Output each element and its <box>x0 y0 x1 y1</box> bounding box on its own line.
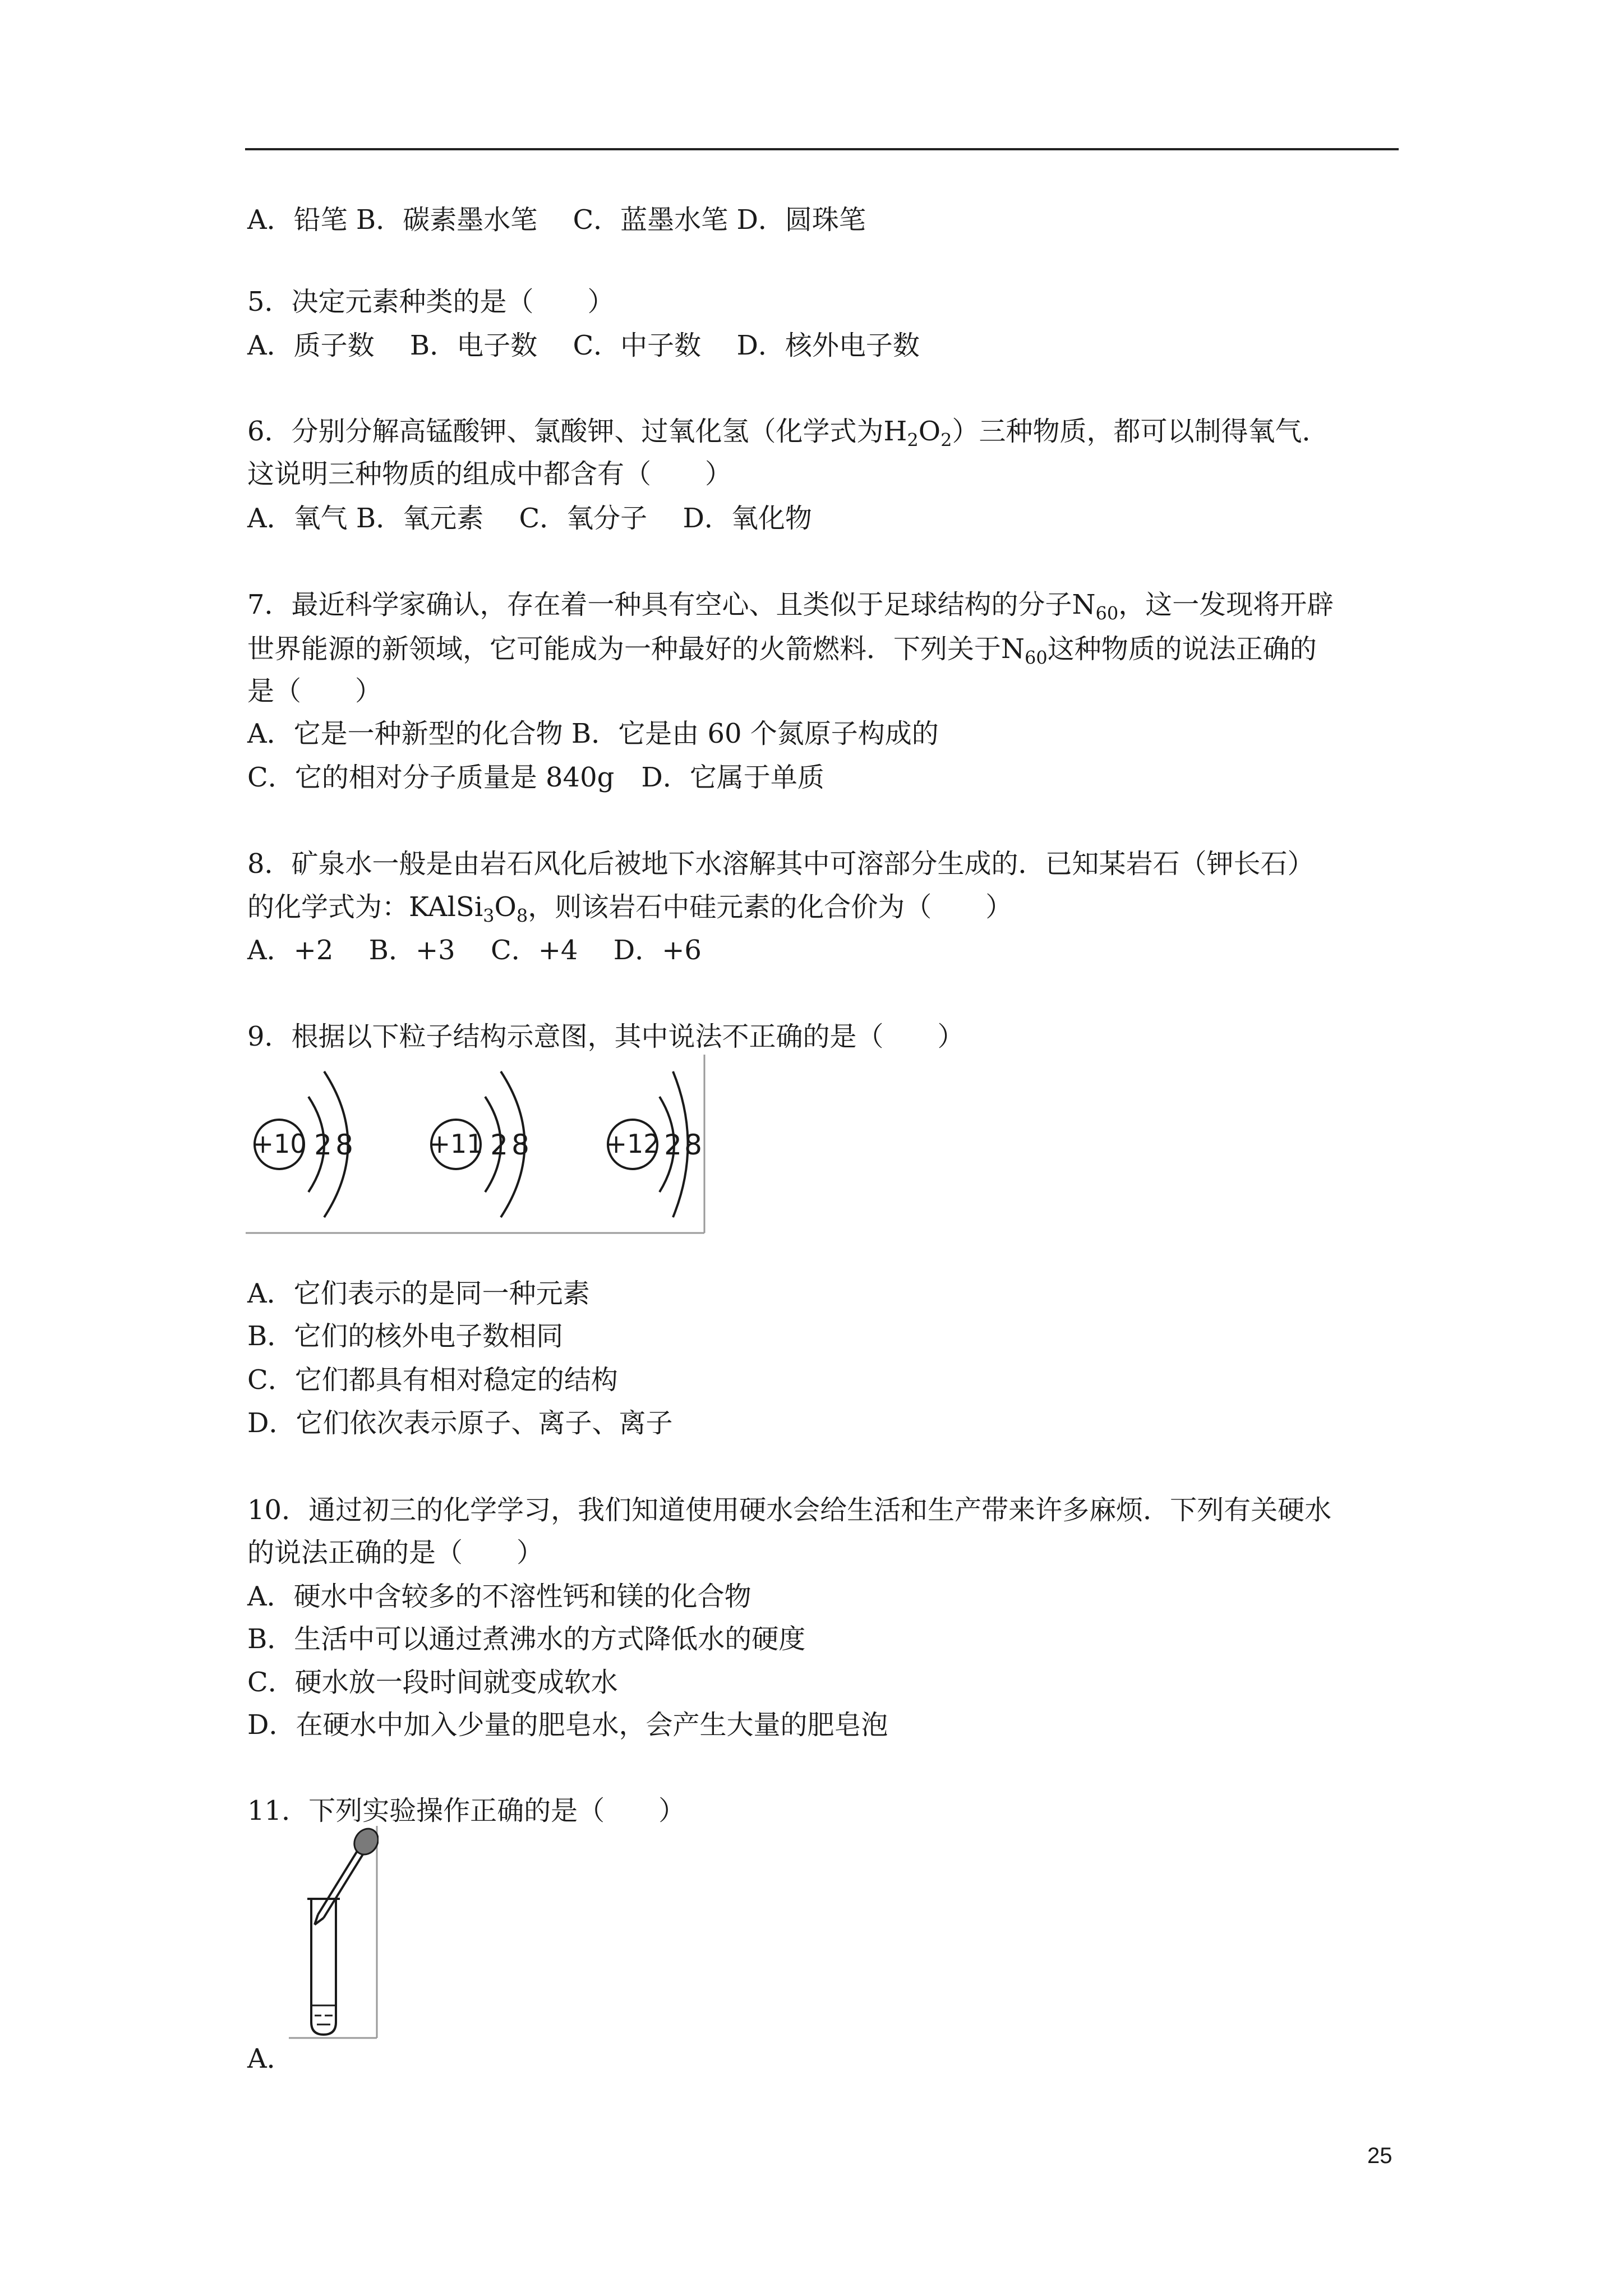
q6-stem-line2: 这说明三种物质的组成中都含有（ ） <box>247 458 732 490</box>
q9-option-d: D．它们依次表示原子、离子、离子 <box>247 1407 673 1439</box>
q10-stem-line2: 的说法正确的是（ ） <box>247 1537 544 1568</box>
q4-options: A．铅笔 B．碳素墨水笔 C．蓝墨水笔 D．圆珠笔 <box>247 204 866 236</box>
atomic-structure-diagram <box>246 1055 706 1234</box>
q7-stem-line3: 是（ ） <box>247 675 382 707</box>
q10-option-c: C．硬水放一段时间就变成软水 <box>247 1667 618 1698</box>
q10-stem-line1: 10．通过初三的化学学习，我们知道使用硬水会给生活和生产带来许多麻烦．下列有关硬水 <box>247 1494 1332 1526</box>
q10-option-d: D．在硬水中加入少量的肥皂水，会产生大量的肥皂泡 <box>247 1709 888 1741</box>
q7-stem-line1: 7．最近科学家确认，存在着一种具有空心、且类似于足球结构的分子$N_{60}$，这一发现将开辟 <box>247 589 1334 624</box>
q7-option-ab: A．它是一种新型的化合物 B．它是由 60 个氮原子构成的 <box>247 718 939 749</box>
nucleus-charge-label: +12 <box>605 1129 660 1159</box>
page-number: 25 <box>1367 2143 1393 2168</box>
q8-stem-line2: 的化学式为：$KAlSi_3O_8$，则该岩石中硅元素的化合价为（ ） <box>247 891 1013 927</box>
particle-1-diagram <box>252 1071 353 1217</box>
q9-option-a: A．它们表示的是同一种元素 <box>247 1278 590 1309</box>
q6-stem-line1: 6．分别分解高锰酸钾、氯酸钾、过氧化氢（化学式为$H_2O_2$）三种物质，都可以制得氧气． <box>247 416 1329 451</box>
shell-1-electrons: 2 <box>490 1129 508 1161</box>
shell-1-electrons: 2 <box>664 1129 682 1161</box>
q8-stem-line1: 8．矿泉水一般是由岩石风化后被地下水溶解其中可溶部分生成的．已知某岩石（钾长石） <box>247 848 1315 880</box>
q5-options: A．质子数 B．电子数 C．中子数 D．核外电子数 <box>247 330 920 361</box>
q9-option-c: C．它们都具有相对稳定的结构 <box>247 1364 618 1396</box>
nucleus-charge-label: +11 <box>428 1129 483 1159</box>
q11-stem: 11．下列实验操作正确的是（ ） <box>247 1795 686 1826</box>
q7-option-cd: C．它的相对分子质量是 840g D．它属于单质 <box>247 762 824 793</box>
q5-stem: 5．决定元素种类的是（ ） <box>247 286 615 318</box>
q10-option-a: A．硬水中含较多的不溶性钙和镁的化合物 <box>247 1581 751 1612</box>
particle-3-diagram <box>605 1071 702 1217</box>
header-rule <box>245 148 1399 150</box>
q7-stem-line2: 世界能源的新领域，它可能成为一种最好的火箭燃料．下列关于$N_{60}$这种物质的说法正确的 <box>247 633 1317 669</box>
shell-2-electrons: 8 <box>335 1129 353 1161</box>
dropper <box>315 1826 379 1925</box>
nucleus-charge-label: +10 <box>252 1129 307 1159</box>
q10-option-b: B．生活中可以通过煮沸水的方式降低水的硬度 <box>247 1623 806 1655</box>
shell-1-electrons: 2 <box>314 1129 332 1161</box>
shell-2-electrons: 8 <box>684 1129 702 1161</box>
q6-options: A．氧气 B．氧元素 C．氧分子 D．氧化物 <box>247 503 812 534</box>
shell-2-electrons: 8 <box>511 1129 529 1161</box>
q8-options: A．+2 B．+3 C．+4 D．+6 <box>247 935 702 966</box>
q9-stem: 9．根据以下粒子结构示意图，其中说法不正确的是（ ） <box>247 1021 965 1052</box>
q9-option-b: B．它们的核外电子数相同 <box>247 1320 564 1352</box>
q11-option-a-label: A． <box>247 2043 294 2074</box>
particle-2-diagram <box>428 1071 529 1217</box>
dropper-test-tube-figure <box>289 1826 379 2039</box>
